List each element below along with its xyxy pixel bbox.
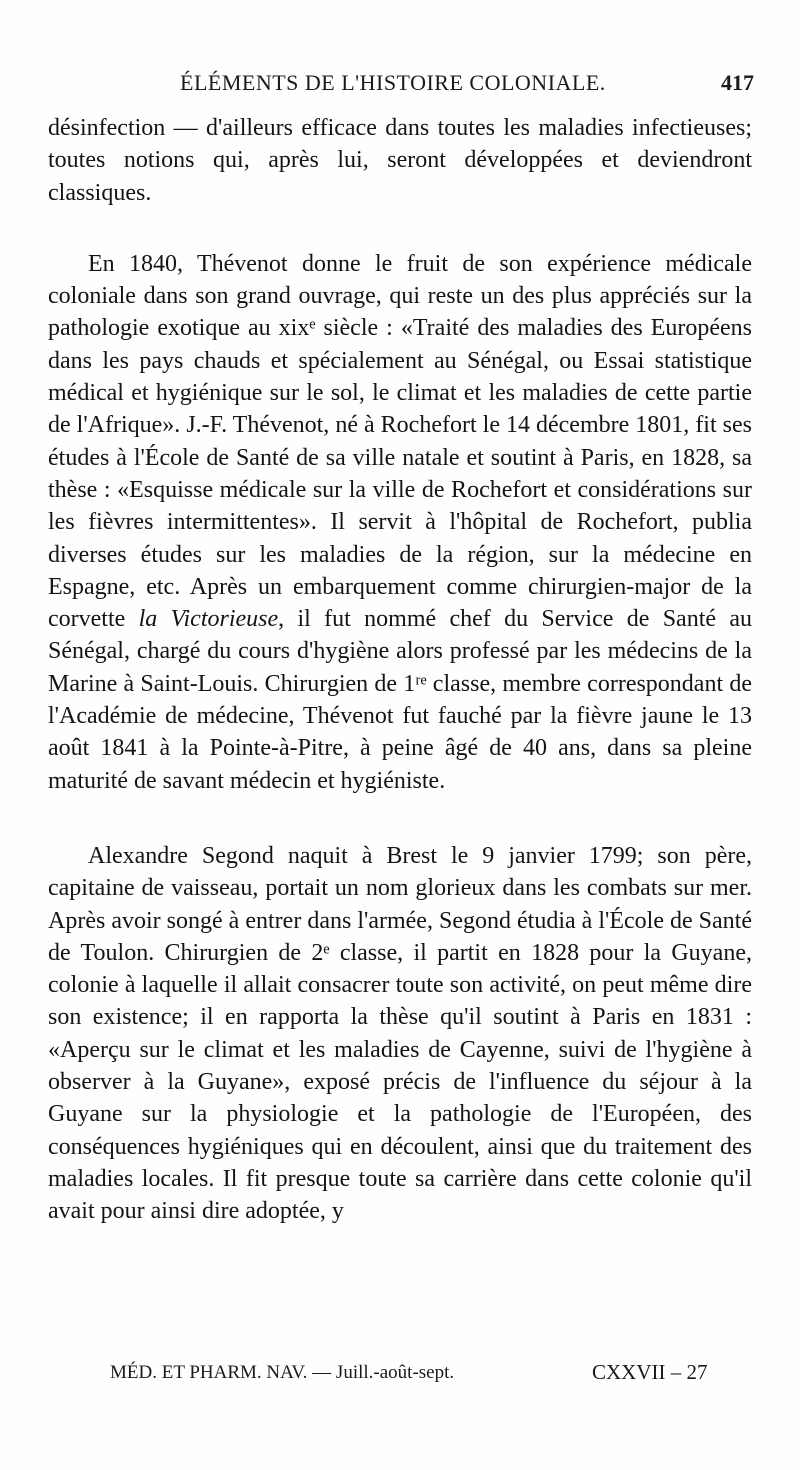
paragraph-thevenot-tail: , il fut nommé chef du Service de Santé au Sénégal, chargé du cours d'hygiène alors professé par les médecins de la Marine à Saint-Louis. Chirurgien de 1ʳᵉ classe, membre correspondant de l'Académie de médecine, Thévenot fut fauché par la fièvre jaune le 13 août 1841 à la Pointe-à-Pitre, à peine âgé de 40 ans, dans sa pleine maturité de savant médecin et hygiéniste.: [48, 606, 753, 794]
paragraph-continuation: désinfection — d'ailleurs efficace dans toutes les maladies infectieuses; toutes notions qui, après lui, seront développées et deviendront classiques.: [48, 115, 752, 206]
page-number: 417: [721, 70, 754, 95]
paragraph-thevenot: [48, 248, 752, 797]
paragraph-segond: Alexandre Segond naquit à Brest le 9 janvier 1799; son père, capitaine de vaisseau, portait un nom glorieux dans les combats sur mer. Après avoir songé à entrer dans l'armée, Segond étudia à l'École de Santé de Toulon. Chirurgien de 2ᵉ classe, il partit en 1828 pour la Guyane, colonie à laquelle il allait consacrer toute son activité, on peut même dire son existence; il en rapporta la thèse qu'il soutint à Paris en 1831 : «Aperçu sur le climat et les maladies de Cayenne, suivi de l'hygiène à observer à la Guyane», exposé précis de l'influence du séjour à la Guyane sur la physiologie et la pathologie de l'Européen, des conséquences hygiéniques qui en découlent, ainsi que du traitement des maladies locales. Il fit presque toute sa carrière dans cette colonie qu'il avait pour ainsi dire adoptée, y: [48, 842, 752, 1225]
ship-name: la Victorieuse: [138, 606, 279, 633]
body-text: [48, 112, 752, 1228]
footer-signature: CXXVII – 27: [592, 1360, 708, 1384]
running-head: [0, 60, 800, 100]
page-footer: [0, 1354, 800, 1390]
footer-journal: MÉD. ET PHARM. NAV. — Juill.-août-sept.: [110, 1362, 455, 1383]
paragraph-thevenot-text: En 1840, Thévenot donne le fruit de son expérience médicale coloniale dans son grand ouvrage, qui reste un des plus appréciés sur la pathologie exotique au xixᵉ siècle : «Traité des maladies des Européens dans les pays chauds et spécialement au Sénégal, ou Essai statistique médical et hygiénique sur le sol, le climat et les maladies de cette partie de l'Afrique». J.-F. Thévenot, né à Rochefort le 14 décembre 1801, fit ses études à l'École de Santé de sa ville natale et soutint à Paris, en 1828, sa thèse : «Esquisse médicale sur la ville de Rochefort et considérations sur les fièvres intermittentes». Il servit à l'hôpital de Rochefort, publia diverses études sur les maladies de la région, sur la médecine en Espagne, etc. Après un embarquement comme chirurgien-major de la corvette: [48, 250, 752, 633]
running-head-title: ÉLÉMENTS DE L'HISTOIRE COLONIALE.: [180, 70, 606, 95]
